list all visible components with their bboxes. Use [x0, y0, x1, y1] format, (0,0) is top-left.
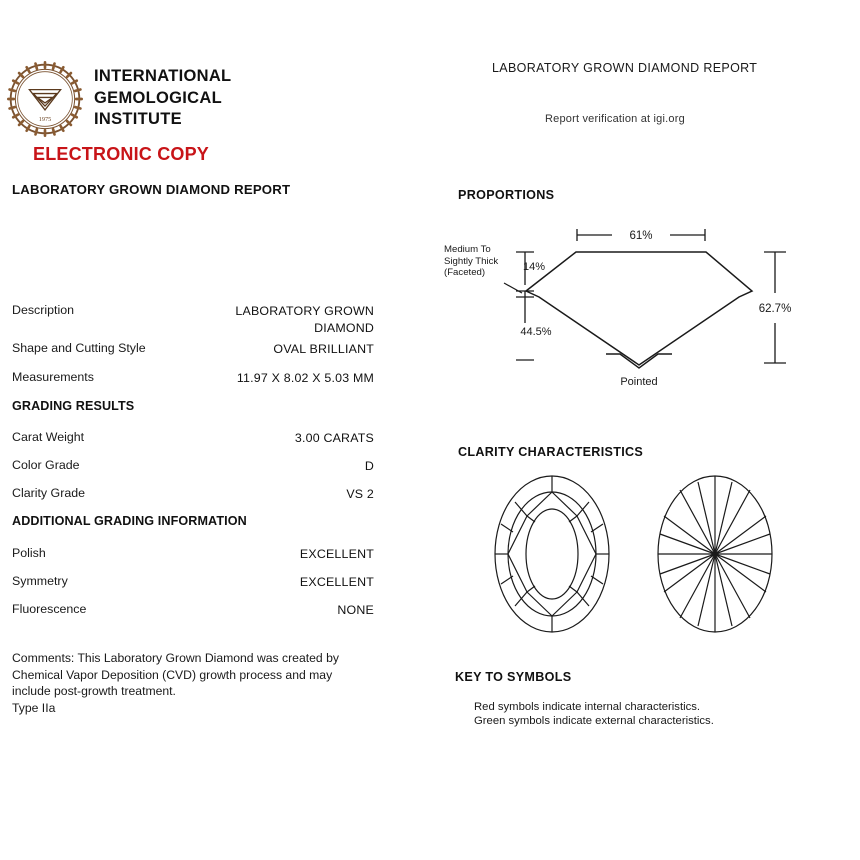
page-title: LABORATORY GROWN DIAMOND REPORT [12, 182, 291, 197]
row-value: EXCELLENT [299, 547, 374, 561]
row-label: Measurements [12, 370, 94, 384]
row-value: OVAL BRILLIANT [273, 342, 374, 356]
table-row [12, 574, 374, 590]
culet-label: Pointed [620, 376, 658, 388]
org-line-1: INTERNATIONAL [94, 67, 232, 85]
row-value: LABORATORY GROWN DIAMOND [235, 304, 374, 335]
row-value: D [364, 459, 374, 473]
electronic-copy-stamp: ELECTRONIC COPY [33, 144, 210, 164]
row-label: Shape and Cutting Style [12, 341, 146, 355]
org-line-2: GEMOLOGICAL [94, 88, 222, 107]
key-line-green: Green symbols indicate external characteristics. [474, 715, 714, 727]
row-label: Symmetry [12, 574, 68, 588]
total-depth-percent-label: 62.7% [758, 303, 792, 315]
key-line-red: Red symbols indicate internal characteristics. [474, 701, 701, 713]
report-verification-note: Report verification at igi.org [545, 113, 685, 125]
organization-name [94, 66, 231, 131]
report-type-title: LABORATORY GROWN DIAMOND REPORT [492, 61, 758, 75]
row-label: Polish [12, 546, 46, 560]
crown-percent-label: 14% [522, 261, 546, 273]
additional-grading-heading: ADDITIONAL GRADING INFORMATION [12, 514, 247, 528]
row-label: Description [12, 303, 74, 317]
proportions-heading: PROPORTIONS [458, 188, 555, 202]
svg-text:1975: 1975 [38, 115, 52, 123]
igi-seal-logo-icon [6, 60, 84, 138]
table-row [12, 303, 374, 335]
row-value: EXCELLENT [299, 575, 374, 589]
table-row [12, 546, 374, 562]
row-label: Color Grade [12, 458, 80, 472]
table-row [12, 341, 374, 357]
org-line-3: INSTITUTE [94, 110, 182, 128]
row-value: 3.00 CARATS [294, 431, 374, 445]
row-value: 11.97 X 8.02 X 5.03 MM [236, 371, 374, 385]
key-to-symbols-heading: KEY TO SYMBOLS [455, 670, 572, 684]
proportions-diagram [434, 205, 844, 388]
grading-results-heading: GRADING RESULTS [12, 399, 135, 413]
table-row [12, 486, 374, 502]
row-value: NONE [337, 603, 374, 617]
oval-brilliant-pavilion-plot-icon [650, 472, 780, 642]
table-percent-label: 61% [629, 230, 653, 242]
row-label: Carat Weight [12, 430, 85, 444]
girdle-description-label: Medium To Sightly Thick (Faceted) [444, 244, 499, 278]
row-label: Clarity Grade [12, 486, 85, 500]
oval-brilliant-crown-plot-icon [487, 472, 617, 642]
table-row [12, 430, 374, 446]
row-value: VS 2 [346, 487, 374, 501]
table-row [12, 602, 374, 618]
clarity-characteristics-heading: CLARITY CHARACTERISTICS [458, 445, 644, 459]
pavilion-percent-label: 44.5% [520, 326, 552, 338]
comments-text: Comments: This Laboratory Grown Diamond was created by Chemical Vapor Deposition (CVD) growth process and may include post-growth treatment. Type IIa [12, 651, 339, 715]
table-row [12, 458, 374, 474]
row-label: Fluorescence [12, 602, 87, 616]
table-row [12, 370, 374, 386]
key-to-symbols-body [474, 700, 714, 728]
